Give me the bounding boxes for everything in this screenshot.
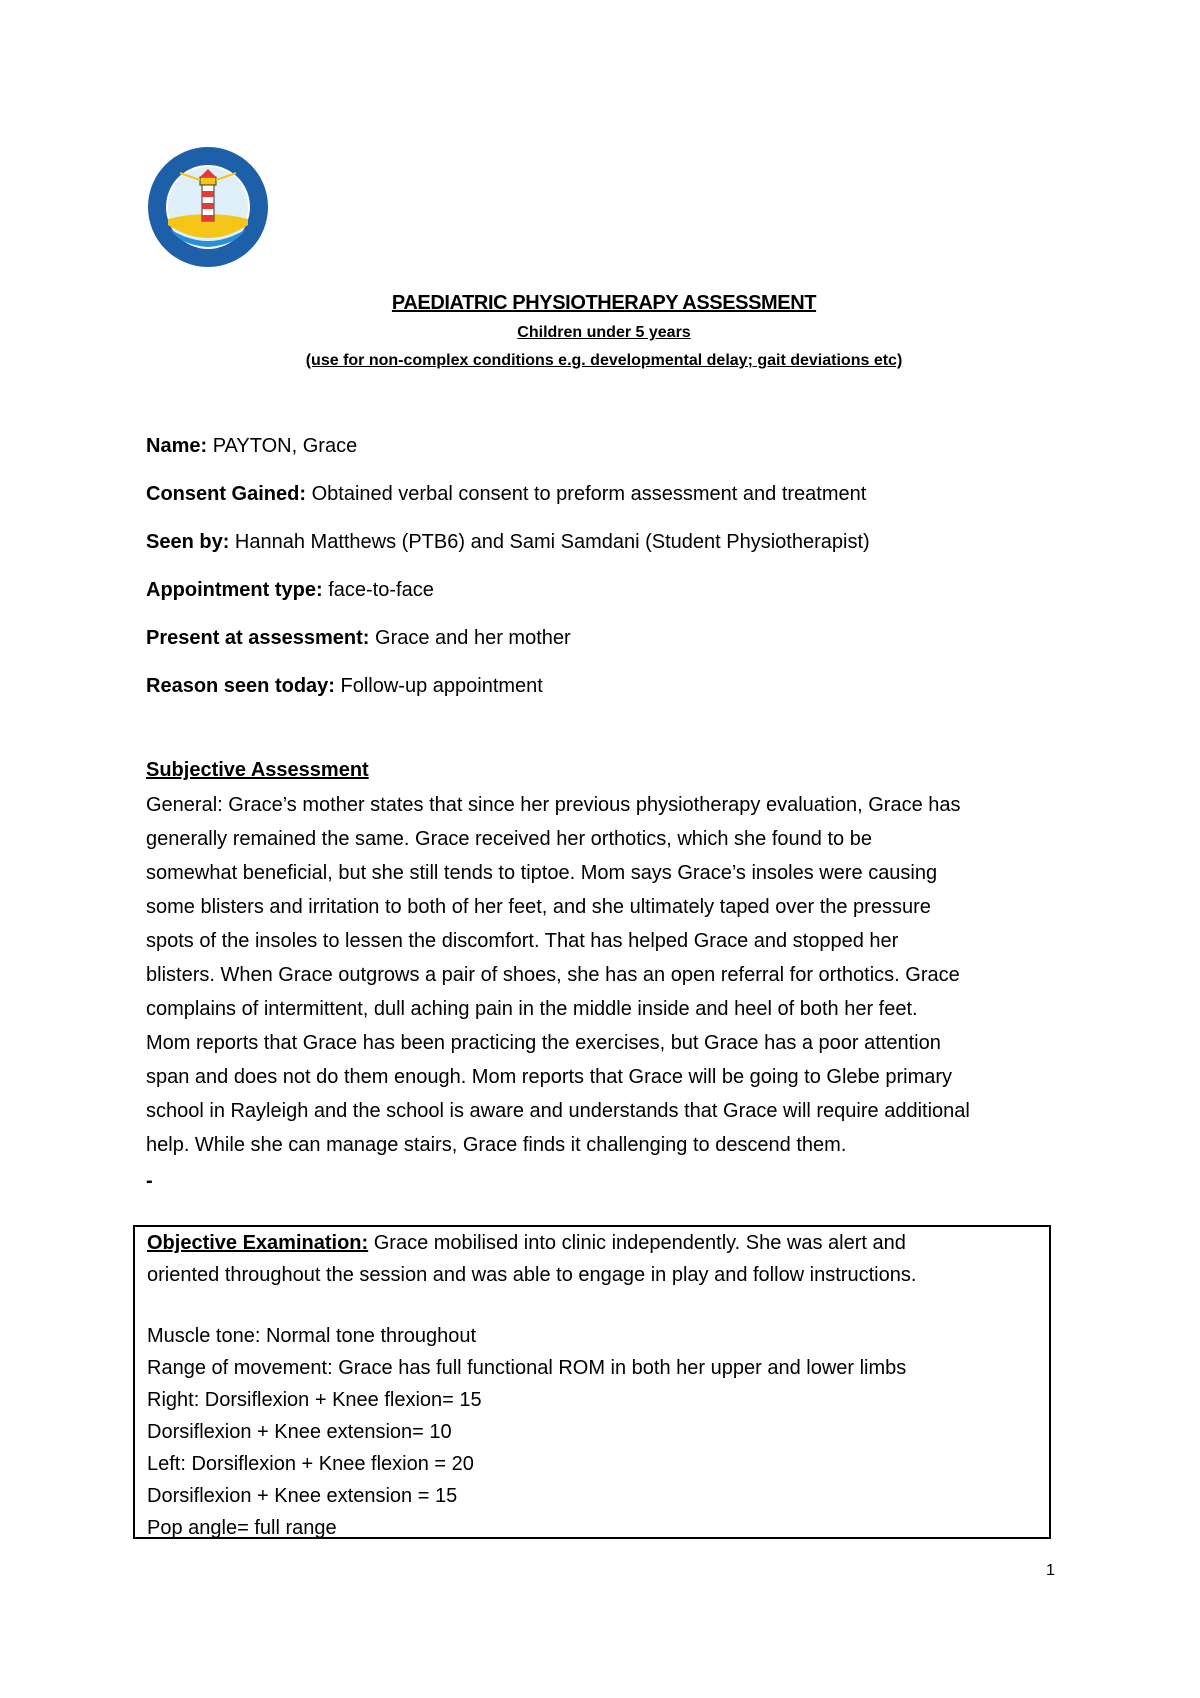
- objective-examination-box: [133, 1225, 1051, 1539]
- dash-bullet: -: [146, 1170, 153, 1192]
- document-note: (use for non-complex conditions e.g. developmental delay; gait deviations etc): [305, 352, 903, 369]
- document-subtitle: Children under 5 years: [517, 324, 691, 341]
- field-label: Appointment type:: [146, 579, 323, 601]
- paragraph-line: blisters. When Grace outgrows a pair of shoes, she has an open referral for orthotics. Grace: [146, 964, 960, 986]
- lighthouse-logo: [146, 145, 270, 269]
- objective-line: Dorsiflexion + Knee extension = 15: [147, 1485, 458, 1507]
- field-seen-by: [146, 529, 1106, 555]
- paragraph-line: spots of the insoles to lessen the discomfort. That has helped Grace and stopped her: [146, 930, 899, 952]
- paragraph-line: some blisters and irritation to both of her feet, and she ultimately taped over the pressure: [146, 896, 931, 918]
- page-number: 1: [1046, 1562, 1055, 1579]
- field-appointment-type: [146, 577, 1106, 603]
- field-label: Name:: [146, 435, 208, 457]
- objective-line: Left: Dorsiflexion + Knee flexion = 20: [147, 1453, 474, 1475]
- field-name: [146, 433, 1106, 459]
- field-value: face-to-face: [328, 579, 434, 601]
- field-value: Follow-up appointment: [340, 675, 543, 697]
- field-label: Reason seen today:: [146, 675, 335, 697]
- field-label: Present at assessment:: [146, 627, 370, 649]
- objective-heading: Objective Examination:: [147, 1232, 369, 1254]
- objective-line: Muscle tone: Normal tone throughout: [147, 1325, 477, 1347]
- objective-line: Dorsiflexion + Knee extension= 10: [147, 1421, 452, 1443]
- field-value: PAYTON, Grace: [212, 435, 358, 457]
- objective-line: Range of movement: Grace has full functional ROM in both her upper and lower limbs: [147, 1357, 907, 1379]
- field-value: Grace and her mother: [375, 627, 571, 649]
- field-label: Consent Gained:: [146, 483, 307, 505]
- paragraph-line: Mom reports that Grace has been practicing the exercises, but Grace has a poor attention: [146, 1032, 941, 1054]
- objective-intro-line: oriented throughout the session and was able to engage in play and follow instructions.: [147, 1264, 917, 1286]
- document-title: PAEDIATRIC PHYSIOTHERAPY ASSESSMENT: [391, 292, 817, 314]
- patient-details: [146, 433, 1106, 721]
- paragraph-line: generally remained the same. Grace received her orthotics, which she found to be: [146, 828, 872, 850]
- field-present: [146, 625, 1106, 651]
- objective-line: Right: Dorsiflexion + Knee flexion= 15: [147, 1389, 482, 1411]
- document-header: [0, 290, 1200, 372]
- objective-intro-line: [147, 1227, 1037, 1259]
- field-reason: [146, 673, 1106, 699]
- paragraph-line: complains of intermittent, dull aching pain in the middle inside and heel of both her feet.: [146, 998, 918, 1020]
- paragraph-line: school in Rayleigh and the school is aware and understands that Grace will require additional: [146, 1100, 970, 1122]
- subjective-assessment: [146, 757, 1086, 1162]
- field-label: Seen by:: [146, 531, 230, 553]
- objective-line: Pop angle= full range: [147, 1517, 337, 1539]
- paragraph-line: somewhat beneficial, but she still tends to tiptoe. Mom says Grace’s insoles were causing: [146, 862, 938, 884]
- paragraph-line: span and does not do them enough. Mom reports that Grace will be going to Glebe primary: [146, 1066, 953, 1088]
- paragraph-line: General: Grace’s mother states that since her previous physiotherapy evaluation, Grace has: [146, 794, 961, 816]
- subjective-heading: Subjective Assessment: [146, 759, 369, 781]
- field-value: Hannah Matthews (PTB6) and Sami Samdani (Student Physiotherapist): [234, 531, 870, 553]
- field-consent: [146, 481, 1106, 507]
- field-value: Obtained verbal consent to preform assessment and treatment: [311, 483, 867, 505]
- paragraph-line: help. While she can manage stairs, Grace finds it challenging to descend them.: [146, 1134, 847, 1156]
- objective-intro-text: Grace mobilised into clinic independently. She was alert and: [368, 1232, 906, 1254]
